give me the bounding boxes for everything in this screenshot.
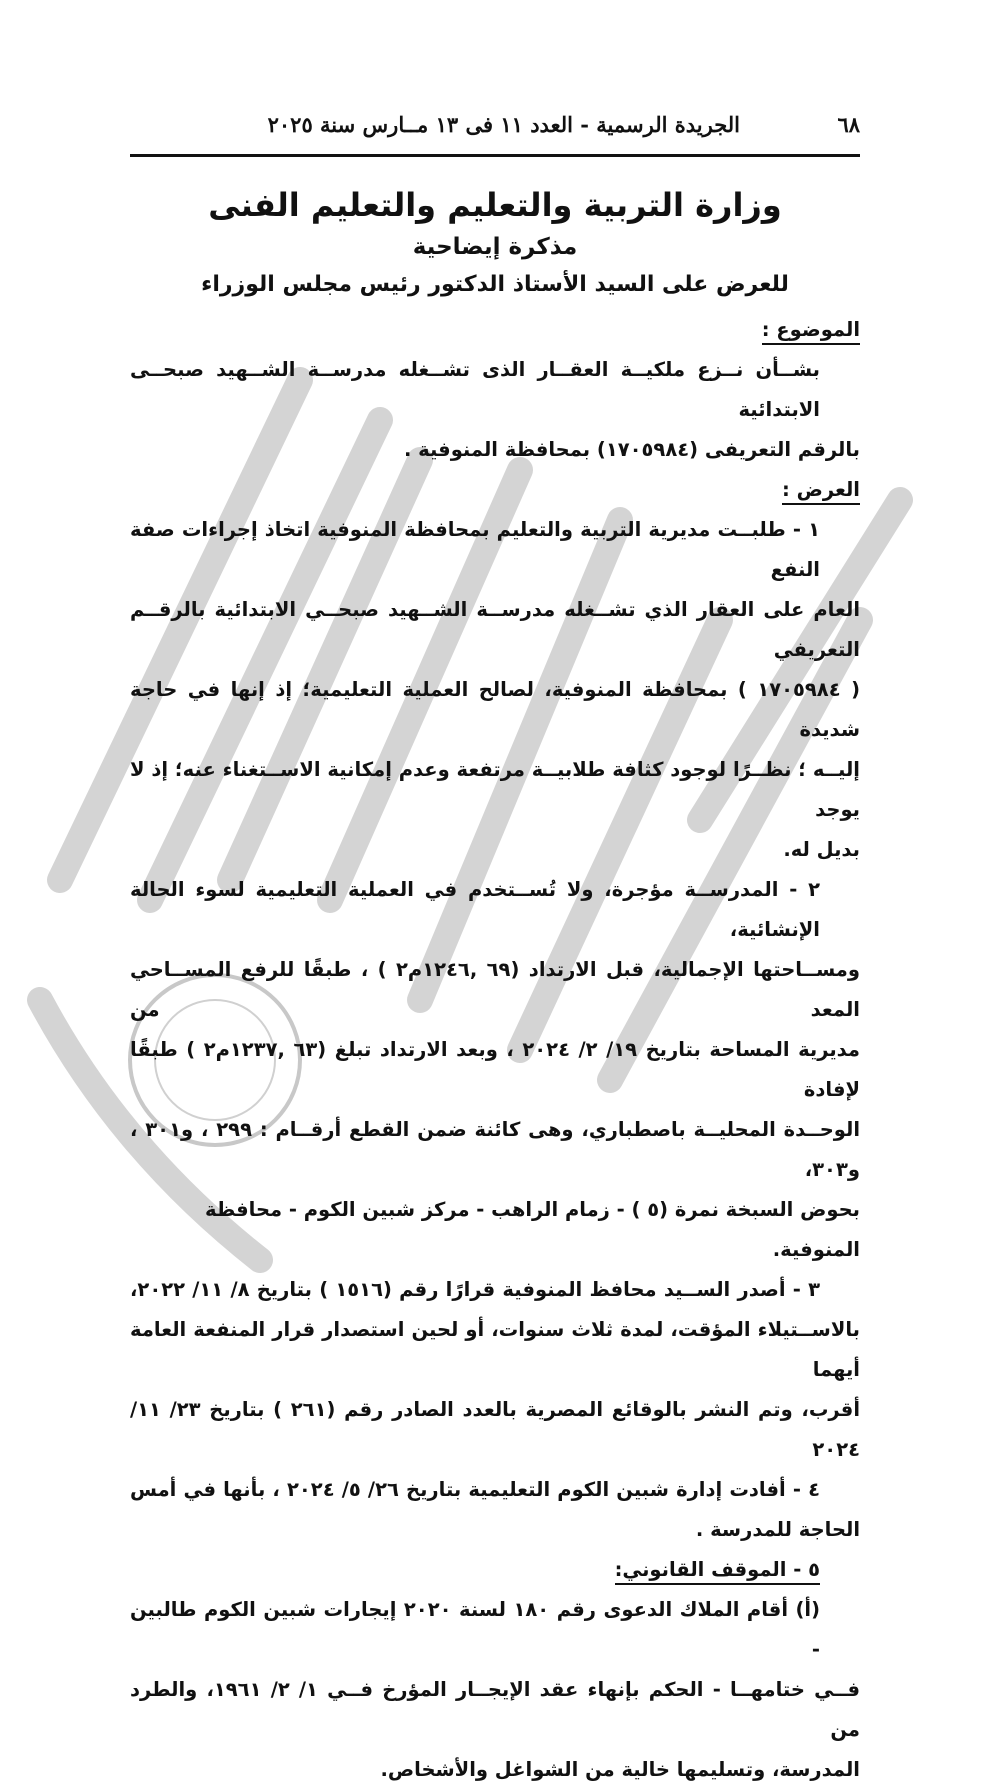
header-rule — [130, 154, 860, 157]
body-line: الوحــدة المحليــة باصطباري، وهى كائنة ضمن القطع أرقــام : ٢٩٩ ، و٣٠١ ، و٣٠٣، — [130, 1118, 861, 1181]
body-line: بحوض السبخة نمرة (٥ ) - زمام الراهب - مركز شبين الكوم - محافظة المنوفية. — [205, 1198, 860, 1261]
body-line: ١ - طلبــت مديرية التربية والتعليم بمحافظة المنوفية اتخاذ إجراءات صفة النفع — [130, 518, 820, 581]
body-line: أقرب، وتم النشر بالوقائع المصرية بالعدد الصادر رقم (٢٦١ ) بتاريخ ٢٣/ ١١/ ٢٠٢٤ — [130, 1398, 861, 1461]
body-line: مديرية المساحة بتاريخ ١٩/ ٢/ ٢٠٢٤ ، وبعد الارتداد تبلغ (٦٣ ,١٢٣٧م٢ ) طبقًا لإفادة — [130, 1038, 861, 1101]
body-line: بديل له. — [783, 838, 860, 861]
page-header — [130, 112, 860, 148]
addressee: للعرض على السيد الأستاذ الدكتور رئيس مجلس الوزراء — [201, 272, 789, 297]
body-line: ٣ - أصدر الســيد محافظ المنوفية قرارًا رقم (١٥١٦ ) بتاريخ ٨/ ١١/ ٢٠٢٢، — [130, 1278, 820, 1301]
body-line: بالاســتيلاء المؤقت، لمدة ثلاث سنوات، أو لحين استصدار قرار المنفعة العامة أيهما — [130, 1318, 860, 1381]
page-number: ٦٨ — [837, 112, 860, 137]
legal-line: (أ) أقام الملاك الدعوى رقم ١٨٠ لسنة ٢٠٢٠ إيجارات شبين الكوم طالبين - — [130, 1598, 821, 1661]
memo-title: مذكرة إيضاحية — [412, 234, 578, 260]
subject-line: بشــأن نــزع ملكيــة العقــار الذى تشــغله مدرســة الشــهيد صبحــى الابتدائية — [130, 358, 820, 421]
presentation-label: العرض : — [130, 470, 860, 510]
body-line: ٢ - المدرســة مؤجرة، ولا تُســتخدم في العملية التعليمية لسوء الحالة الإنشائية، — [130, 878, 820, 941]
body-line: إليــه ؛ نظــرًا لوجود كثافة طلابيــة مرتفعة وعدم إمكانية الاســتغناء عنه؛ إذ لا يوجد — [130, 758, 860, 821]
body-line: العام على العقار الذي تشــغله مدرســة الشــهيد صبحــي الابتدائية بالرقــم التعريفي — [130, 598, 860, 661]
legal-line: فــي ختامهــا - الحكم بإنهاء عقد الإيجــار المؤرخ فــي ١/ ٢/ ١٩٦١، والطرد من — [130, 1678, 860, 1741]
subject-label: الموضوع : — [130, 310, 860, 350]
body-line: الحاجة للمدرسة . — [695, 1518, 860, 1541]
body-line: ( ١٧٠٥٩٨٤ ) بمحافظة المنوفية، لصالح العملية التعليمية؛ إذ إنها في حاجة شديدة — [130, 678, 860, 741]
body-line: ومســاحتها الإجمالية، قبل الارتداد (٦٩ ,١٢٤٦م٢ ) ، طبقًا للرفع المســاحي المعد من — [130, 958, 860, 1021]
body-line: ٤ - أفادت إدارة شبين الكوم التعليمية بتاريخ ٢٦/ ٥/ ٢٠٢٤ ، بأنها في أمس — [130, 1478, 821, 1501]
subject-line: بالرقم التعريفى (١٧٠٥٩٨٤) بمحافظة المنوفية . — [403, 438, 860, 461]
gazette-title: الجريدة الرسمية - العدد ١١ فى ١٣ مــارس سنة ٢٠٢٥ — [267, 112, 740, 137]
ministry-title: وزارة التربية والتعليم والتعليم الفنى — [208, 186, 782, 224]
document-body — [130, 182, 860, 1790]
legal-label: ٥ - الموقف القانوني: — [130, 1550, 860, 1590]
legal-line: المدرسة، وتسليمها خالية من الشواغل والأشخاص. — [380, 1758, 860, 1781]
